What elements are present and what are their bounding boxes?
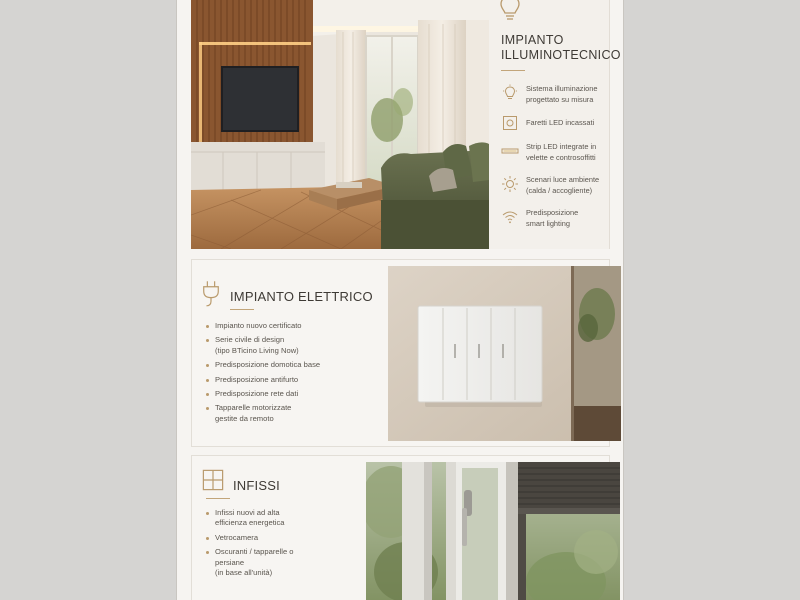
led-strip-icon bbox=[501, 142, 519, 160]
lighting-title: IMPIANTO ILLUMINOTECNICO bbox=[501, 33, 621, 62]
list-item: Impianto nuovo certificato bbox=[206, 321, 376, 331]
sun-icon bbox=[501, 175, 519, 193]
electrical-title: IMPIANTO ELETTRICO bbox=[230, 289, 373, 304]
list-item: Vetrocamera bbox=[206, 533, 356, 543]
window-frame-photo bbox=[366, 462, 620, 600]
list-item: Predisposizione domotica base bbox=[206, 360, 376, 370]
lighting-title-rule bbox=[501, 70, 525, 71]
windows-card bbox=[191, 455, 610, 600]
list-item: Serie civile di design (tipo BTicino Living Now) bbox=[206, 335, 376, 356]
bulb-icon bbox=[501, 84, 519, 102]
spotlight-icon bbox=[501, 114, 519, 132]
list-item: Oscuranti / tapparelle o persiane (in base all'unità) bbox=[206, 547, 356, 578]
windows-list bbox=[206, 508, 356, 582]
windows-title-rule bbox=[206, 498, 230, 499]
lighting-feature: Strip LED integrate in velette e controsoffitti bbox=[501, 142, 611, 163]
lighting-feature: Faretti LED incassati bbox=[501, 114, 611, 132]
lightbulb-icon bbox=[497, 0, 523, 22]
lighting-feature: Sistema illuminazione progettato su misura bbox=[501, 84, 611, 105]
light-switch-photo bbox=[388, 266, 621, 441]
electrical-list bbox=[206, 321, 376, 428]
plug-icon bbox=[201, 280, 221, 308]
window-icon bbox=[202, 469, 224, 491]
list-item: Predisposizione rete dati bbox=[206, 389, 376, 399]
lighting-feature: Predisposizione smart lighting bbox=[501, 208, 611, 229]
list-item: Infissi nuovi ad alta efficienza energetica bbox=[206, 508, 356, 529]
electrical-card bbox=[191, 259, 610, 447]
electrical-title-rule bbox=[230, 309, 254, 310]
living-room-photo bbox=[191, 0, 489, 249]
list-item: Predisposizione antifurto bbox=[206, 375, 376, 385]
windows-title: INFISSI bbox=[233, 478, 280, 493]
list-item: Tapparelle motorizzate gestite da remoto bbox=[206, 403, 376, 424]
wifi-icon bbox=[501, 208, 519, 226]
lighting-feature: Scenari luce ambiente (calda / accogliente) bbox=[501, 175, 611, 196]
brochure-page bbox=[176, 0, 624, 600]
